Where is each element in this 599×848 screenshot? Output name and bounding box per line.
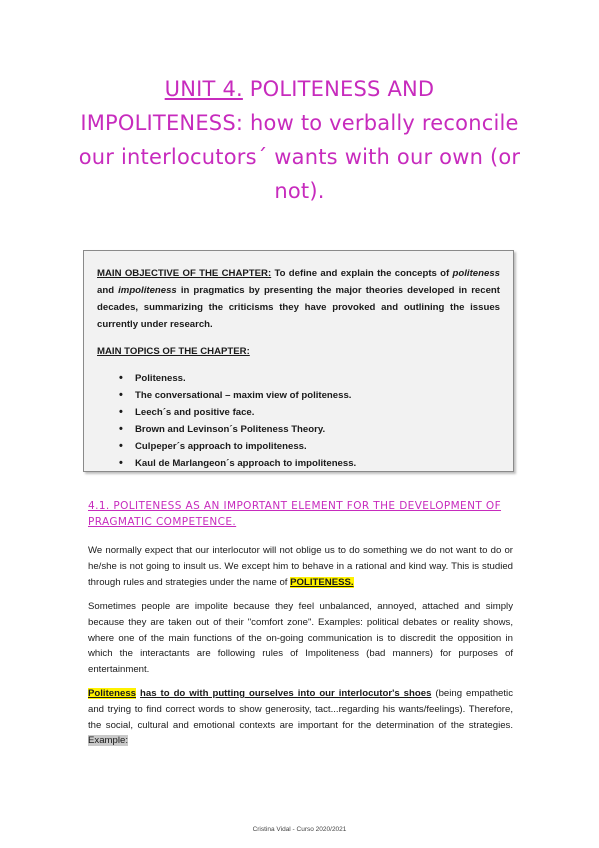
list-item: • Politeness. (135, 370, 500, 387)
paragraph-1 (88, 543, 513, 590)
objective-text-1: To define and explain the concepts of (271, 268, 453, 279)
topics-list (97, 370, 500, 472)
paragraph-2: Sometimes people are impolite because they feel unbalanced, annoyed, attached and simply because they are taken out of their "comfort zone". Examples: political debates or reality shows, where one of the main functions of the on-going communication is to discredit the opposition in which the interactants are following rules of Impoliteness (bad manners) for purposes of entertainment. (88, 601, 513, 676)
politeness-highlight: POLITENESS. (290, 576, 354, 588)
title-line3: our interlocutors´ wants with our own (or (78, 145, 521, 169)
list-item: • Brown and Levinson´s Politeness Theory. (135, 421, 500, 438)
topics-heading (97, 343, 500, 360)
title-line1: POLITENESS AND (242, 77, 435, 101)
section-heading (88, 498, 513, 530)
p3-text: (being empathetic and trying to find correct words to show generosity, tact...regarding his wants/feelings). Therefore, the social, cultural and emotional contexts are important for the determination of the strategies. (88, 688, 513, 731)
list-item: • Leech´s and positive face. (135, 404, 500, 421)
unit-number: UNIT 4. (164, 77, 243, 101)
p1-text: We normally expect that our interlocutor will not oblige us to do something we do not want to do or he/she is not going to insult us. We except him to behave in a rational and kind way. This is studied through rules and strategies under the name of (88, 545, 513, 588)
list-item: • Culpeper´s approach to impoliteness. (135, 438, 500, 455)
list-item: • The conversational – maxim view of politeness. (135, 387, 500, 404)
example-label: Example: (88, 735, 128, 747)
objective-label: MAIN OBJECTIVE OF THE CHAPTER: (97, 268, 272, 279)
objective-term-impoliteness: impoliteness (118, 285, 177, 296)
p3-underlined-phrase: has to do with putting ourselves into our interlocutor's shoes (140, 688, 432, 699)
unit-title (40, 72, 559, 208)
main-objective (97, 265, 500, 333)
section-heading-text: 4.1. POLITENESS AS AN IMPORTANT ELEMENT FOR THE DEVELOPMENT OF PRAGMATIC COMPETENCE. (88, 500, 502, 528)
title-line2: IMPOLITENESS: how to verbally reconcile (80, 111, 519, 135)
topics-label: MAIN TOPICS OF THE CHAPTER: (97, 346, 250, 357)
page-footer: Cristina Vidal - Curso 2020/2021 (252, 826, 347, 833)
title-line4: not). (274, 179, 325, 203)
objective-term-politeness: politeness (452, 268, 500, 279)
paragraph-3 (88, 686, 513, 749)
list-item: • Kaul de Marlangeon´s approach to impoliteness. (135, 455, 500, 472)
objective-text-2: and (97, 285, 119, 296)
chapter-objectives-box (83, 250, 514, 472)
politeness-term-highlight: Politeness (88, 688, 136, 699)
objective-text-3: in pragmatics by presenting the major theories developed in recent decades, summarizing the criticisms they have provoked and outlining the issues currently under research. (97, 285, 500, 330)
